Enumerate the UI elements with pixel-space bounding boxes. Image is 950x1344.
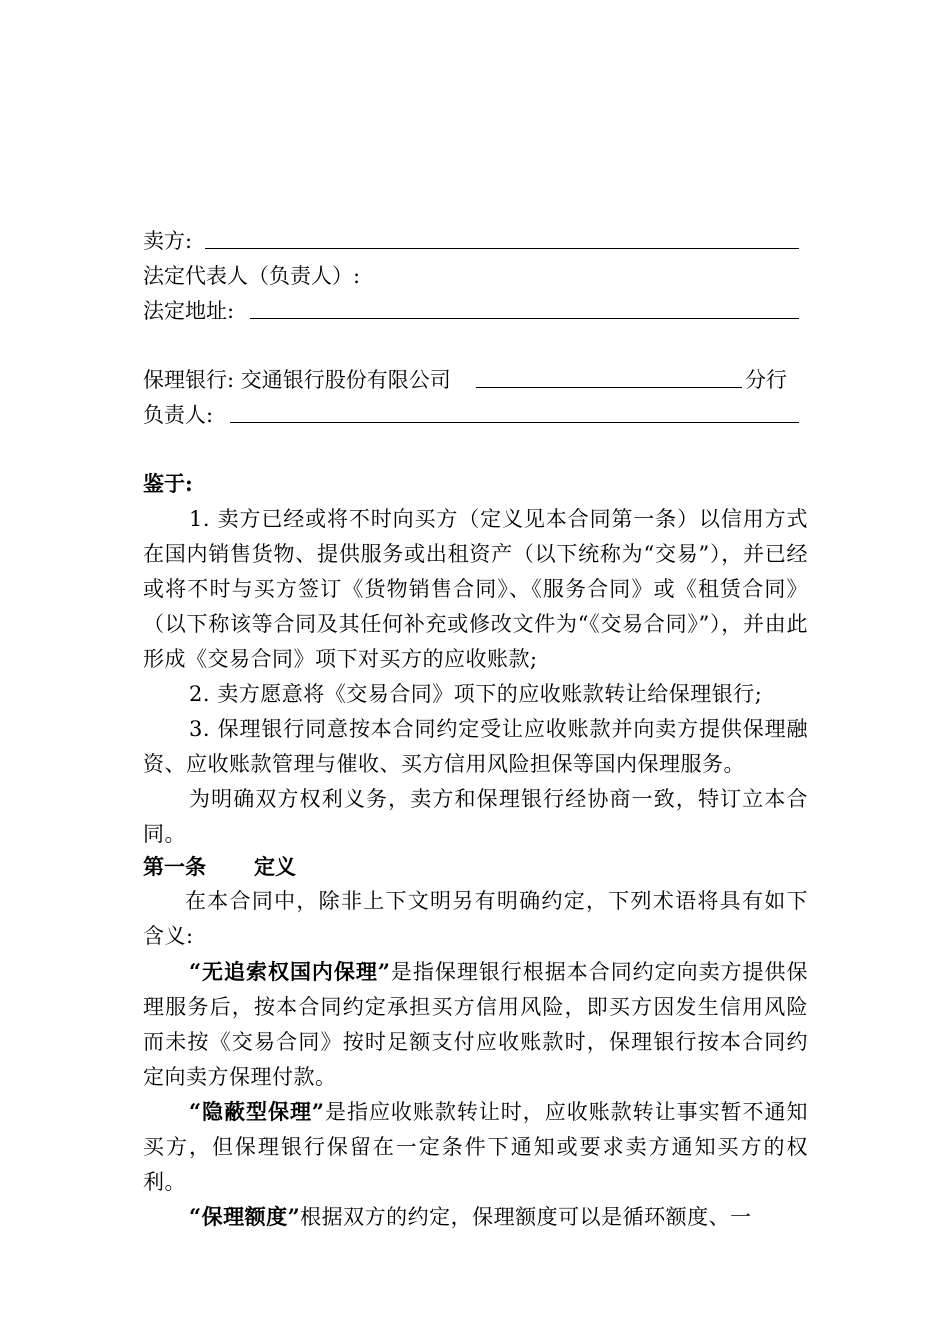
definition-non-recourse	[143, 954, 808, 1095]
recitals-title: 鉴于:	[143, 471, 193, 496]
definition-term: “隐蔽型保理”	[189, 1099, 325, 1124]
article-1-number: 第一条	[143, 854, 206, 879]
definition-text: 是指保理银行根据本合同约定向卖方提供保理服务后，按本合同约定承担买方信用风险，即买方因发生信用风险而未按《交易合同》按时足额支付应收账款时，保理银行按本合同约定向卖方保理付款。	[143, 960, 808, 1089]
seller-blank-line[interactable]	[205, 248, 799, 249]
definition-term: “无追索权国内保理”	[189, 959, 391, 984]
responsible-label: 负责人:	[143, 403, 214, 427]
article-1-heading	[143, 852, 296, 882]
factor-bank-field	[143, 365, 451, 395]
article-1-intro: 在本合同中，除非上下文明另有明确约定，下列术语将具有如下含义:	[143, 889, 808, 948]
definition-undisclosed	[143, 1094, 808, 1200]
branch-blank-line[interactable]	[476, 387, 742, 388]
definition-term: “保理额度”	[189, 1204, 301, 1229]
definition-text: 根据双方的约定，保理额度可以是循环额度、一	[300, 1205, 752, 1229]
recital-item-1: 1. 卖方已经或将不时向买方（定义见本合同第一条）以信用方式在国内销售货物、提供服务或出租资产（以下统称为“交易”），并已经或将不时与买方签订《货物销售合同》、《服务合同》或《租赁合同》（以下称该等合同及其任何补充或修改文件为“《交易合同》”），并由此形成《交易合同》项下对买方的应收账款;	[143, 507, 808, 671]
seller-label: 卖方:	[143, 229, 193, 253]
recitals-closing: 为明确双方权利义务，卖方和保理银行经协商一致，特订立本合同。	[143, 787, 808, 846]
article-1-title: 定义	[254, 854, 296, 879]
factor-bank-label: 保理银行:	[143, 368, 235, 392]
factor-bank-name: 交通银行股份有限公司	[240, 368, 451, 392]
definition-text: 是指应收账款转让时，应收账款转让事实暂不通知买方，但保理银行保留在一定条件下通知或要求卖方通知买方的权利。	[143, 1100, 808, 1194]
seller-field	[143, 226, 192, 256]
recital-item-3: 3. 保理银行同意按本合同约定受让应收账款并向卖方提供保理融资、应收账款管理与催收、买方信用风险担保等国内保理服务。	[143, 717, 808, 776]
legal-rep-label: 法定代表人（负责人）:	[143, 264, 361, 288]
legal-address-field	[143, 296, 234, 326]
responsible-field	[143, 400, 213, 430]
legal-rep-field	[143, 261, 360, 291]
legal-address-blank-line[interactable]	[250, 318, 799, 319]
recital-item-2: 2. 卖方愿意将《交易合同》项下的应收账款转让给保理银行;	[189, 682, 763, 706]
responsible-blank-line[interactable]	[230, 422, 799, 423]
branch-suffix: 分行	[745, 368, 787, 392]
legal-address-label: 法定地址:	[143, 299, 235, 323]
definition-factoring-limit	[143, 1199, 808, 1235]
